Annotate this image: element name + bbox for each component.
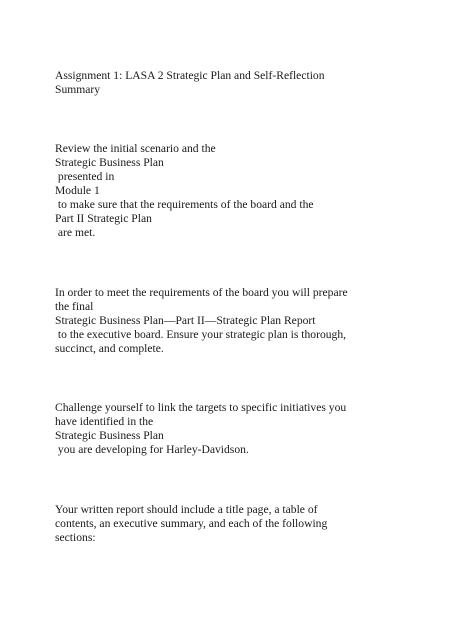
paragraph-1-line-5: to make sure that the requirements of the board and the [55,198,314,211]
paragraph-3-line-2: have identified in the [55,415,154,428]
paragraph-4-line-1: Your written report should include a title page, a table of [55,503,318,516]
paragraph-3-line-4: you are developing for Harley-Davidson. [55,443,249,456]
paragraph-1-line-6: Part II Strategic Plan [55,212,152,225]
paragraph-1-line-2: Strategic Business Plan [55,156,164,169]
paragraph-3-line-1: Challenge yourself to link the targets to specific initiatives you [55,401,347,414]
paragraph-2-line-3: Strategic Business Plan—Part II—Strategic Plan Report [55,314,316,327]
paragraph-2-line-2: the final [55,300,94,313]
paragraph-1-line-3: presented in [55,170,115,183]
paragraph-1-line-1: Review the initial scenario and the [55,142,216,155]
paragraph-3-line-3: Strategic Business Plan [55,429,164,442]
paragraph-1-line-7: are met. [55,226,96,239]
paragraph-4-line-2: contents, an executive summary, and each of the following [55,517,328,530]
document-title-line-1: Assignment 1: LASA 2 Strategic Plan and Self-Reflection [55,69,325,82]
paragraph-1-line-4: Module 1 [55,184,100,197]
paragraph-2-line-4: to the executive board. Ensure your strategic plan is thorough, [55,328,347,341]
document-title-line-2: Summary [55,83,101,96]
paragraph-2-line-1: In order to meet the requirements of the board you will prepare [55,286,348,299]
paragraph-2-line-5: succinct, and complete. [55,342,164,355]
paragraph-4-line-3: sections: [55,531,96,544]
